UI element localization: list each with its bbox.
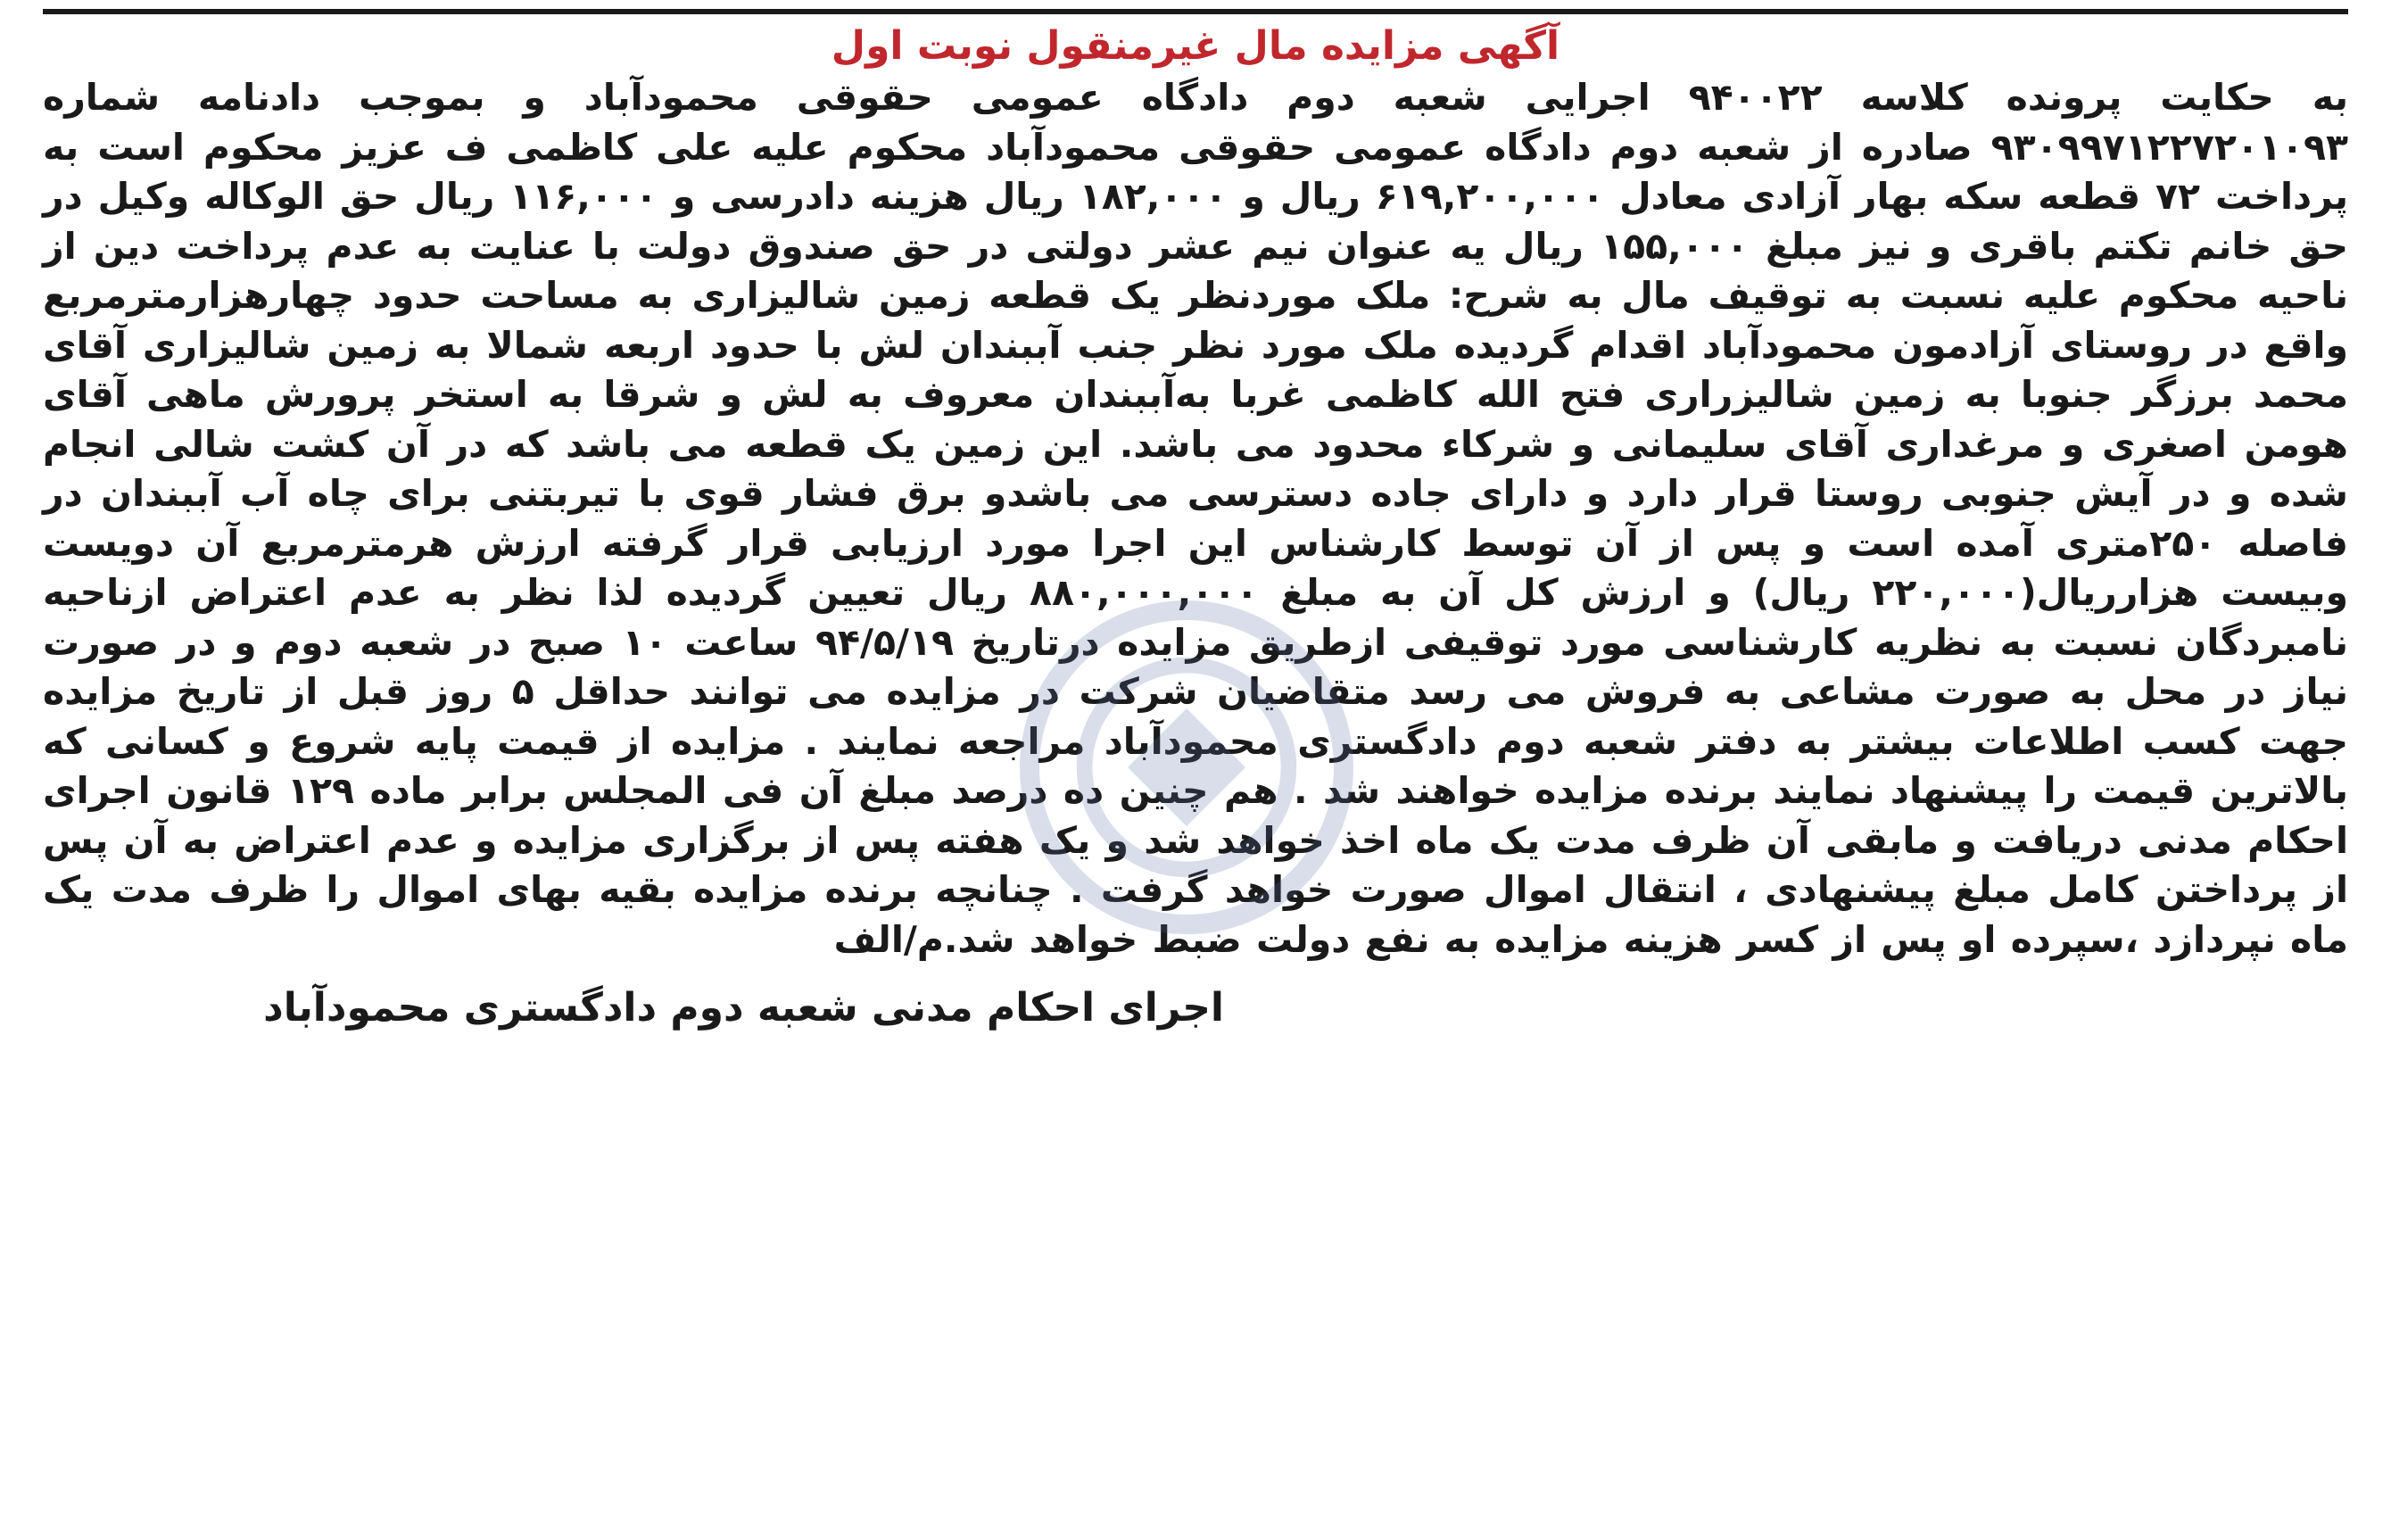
- notice-title: آگهی مزایده مال غیرمنقول نوبت اول: [831, 23, 1560, 69]
- notice-body: به حکایت پرونده کلاسه ۹۴۰۰۲۲ اجرایی شعبه دوم دادگاه عمومی حقوقی محمودآباد و بموجب دادنامه شماره ۹۳۰۹۹۷۱۲۲۷۲۰۱۰۹۳ صادره از شعبه دوم دادگاه عمومی حقوقی محمودآباد محکوم علیه علی کاظمی ف عزیز محکوم است به پرداخت ۷۲ قطعه سکه بهار آزادی معادل ۶۱۹,۲۰۰,۰۰۰ ریال و ۱۸۲,۰۰۰ ریال هزینه دادرسی و ۱۱۶,۰۰۰ ریال حق الوکاله وکیل در حق خانم تکتم باقری و نیز مبلغ ۱۵۵,۰۰۰ ریال یه عنوان نیم عشر دولتی در حق صندوق دولت با عنایت به عدم پرداخت دین از ناحیه محکوم علیه نسبت به توقیف مال به شرح: ملک موردنظر یک قطعه زمین شالیزاری به مساحت حدود چهارهزارمترمربع واقع در روستای آزادمون محمودآباد اقدام گردیده ملک مورد نظر جنب آببندان لش با حدود اربعه شمالا به زمین شالیزاری آقای محمد برزگر جنوبا به زمین شالیزراری فتح الله کاظمی غربا به‌آببندان معروف به لش و شرقا به استخر پرورش ماهی آقای هومن اصغری و مرغداری آقای سلیمانی و شرکاء محدود می باشد. این زمین یک قطعه می باشد که در آن کشت شالی انجام شده و در آیش جنوبی روستا قرار دارد و دارای جاده دسترسی می باشدو برق فشار قوی با تیربتنی برای چاه آب آببندان در فاصله ۲۵۰متری آمده است و پس از آن توسط کارشناس این اجرا مورد ارزیابی قرار گرفته ارزش هرمترمربع آن دویست وبیست هزارریال(۲۲۰,۰۰۰ ریال) و ارزش کل آن به مبلغ ۸۸۰,۰۰۰,۰۰۰ ریال تعیین گردیده لذا نظر به عدم اعتراض ازناحیه نامبردگان نسبت به نظریه کارشناسی مورد توقیفی ازطریق مزایده درتاریخ ۹۴/۵/۱۹ ساعت ۱۰ صبح در شعبه دوم و در صورت نیاز در محل به صورت مشاعی به فروش می رسد متقاضیان شرکت در مزایده می توانند حداقل ۵ روز قبل از تاریخ مزایده جهت کسب اطلاعات بیشتر به دفتر شعبه دوم دادگستری محمودآباد مراجعه نمایند . مزایده از قیمت پایه شروع و کسانی که بالاترین قیمت را پیشنهاد نمایند برنده مزایده خواهند شد . هم چنین ده درصد مبلغ آن فی المجلس برابر ماده ۱۲۹ قانون اجرای احکام مدنی دریافت و مابقی آن ظرف مدت یک ماه اخذ خواهد شد و یک هفته پس از برگزاری مزایده و عدم اعتراض به آن پس از پرداختن کامل مبلغ پیشنهادی ، انتقال اموال صورت خواهد گرفت . چنانچه برنده مزایده بقیه بهای اموال را ظرف مدت یک ماه نپردازد ،سپرده او پس از کسر هزینه مزایده به نفع دولت ضبط خواهد شد.م/الف: [43, 76, 2349, 961]
- top-rule: [43, 9, 2348, 14]
- notice-signature: اجرای احکام مدنی شعبه دوم دادگستری محمودآباد: [263, 985, 1224, 1031]
